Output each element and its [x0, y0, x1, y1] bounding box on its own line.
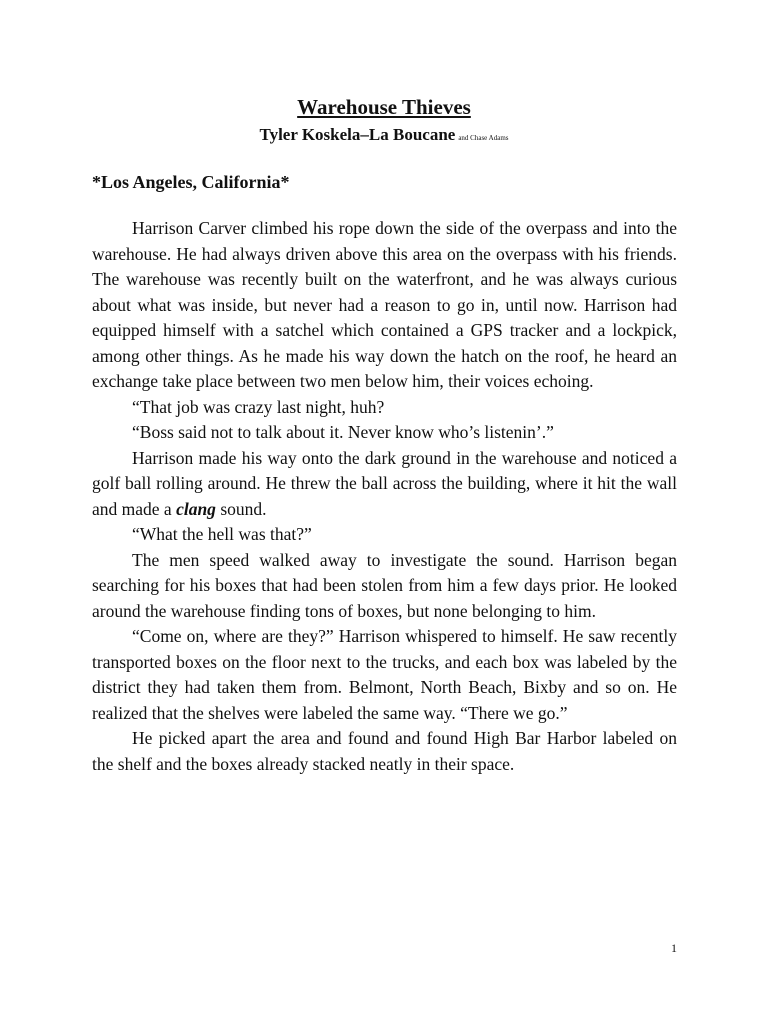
paragraph-with-emphasis: [92, 446, 677, 523]
paragraph: Harrison Carver climbed his rope down the side of the overpass and into the warehouse. He had always driven above this area on the overpass with his friends. The warehouse was recently built on the waterfront, and he was always curious about what was inside, but never had a reason to go in, until now. Harrison had equipped himself with a satchel which contained a GPS tracker and a lockpick, among other things. As he made his way down the hatch on the roof, he heard an exchange take place between two men below him, their voices echoing.: [92, 218, 677, 391]
paragraph-text: Harrison made his way onto the dark ground in the warehouse and noticed a golf ball rolling around. He threw the ball across the building, where it hit the wall and made a: [92, 447, 677, 519]
story-body: [92, 216, 677, 777]
paragraph: “Boss said not to talk about it. Never know who’s listenin’.”: [132, 422, 554, 442]
location-heading: *Los Angeles, California*: [92, 172, 290, 192]
paragraph-tail: sound.: [215, 498, 267, 519]
author-coauthor: and Chase Adams: [458, 134, 509, 142]
author-main: Tyler Koskela–La Boucane: [259, 125, 456, 144]
emphasis-word: clang: [176, 498, 216, 519]
paragraph: The men speed walked away to investigate the sound. Harrison began searching for his boxes that had been stolen from him a few days prior. He looked around the warehouse finding tons of boxes, but none belonging to him.: [92, 549, 677, 621]
paragraph: He picked apart the area and found and found High Bar Harbor labeled on the shelf and the boxes already stacked neatly in their space.: [92, 728, 677, 774]
page-number: 1: [671, 941, 677, 955]
author-byline: [0, 123, 768, 150]
document-title: Warehouse Thieves: [297, 95, 471, 119]
paragraph: “That job was crazy last night, huh?: [132, 396, 385, 417]
paragraph: “Come on, where are they?” Harrison whispered to himself. He saw recently transported boxes on the floor next to the trucks, and each box was labeled by the district they had taken them from. Belmont, North Beach, Bixby and so on. He realized that the shelves were labeled the same way. “There we go.”: [92, 626, 677, 723]
paragraph: “What the hell was that?”: [132, 524, 312, 544]
